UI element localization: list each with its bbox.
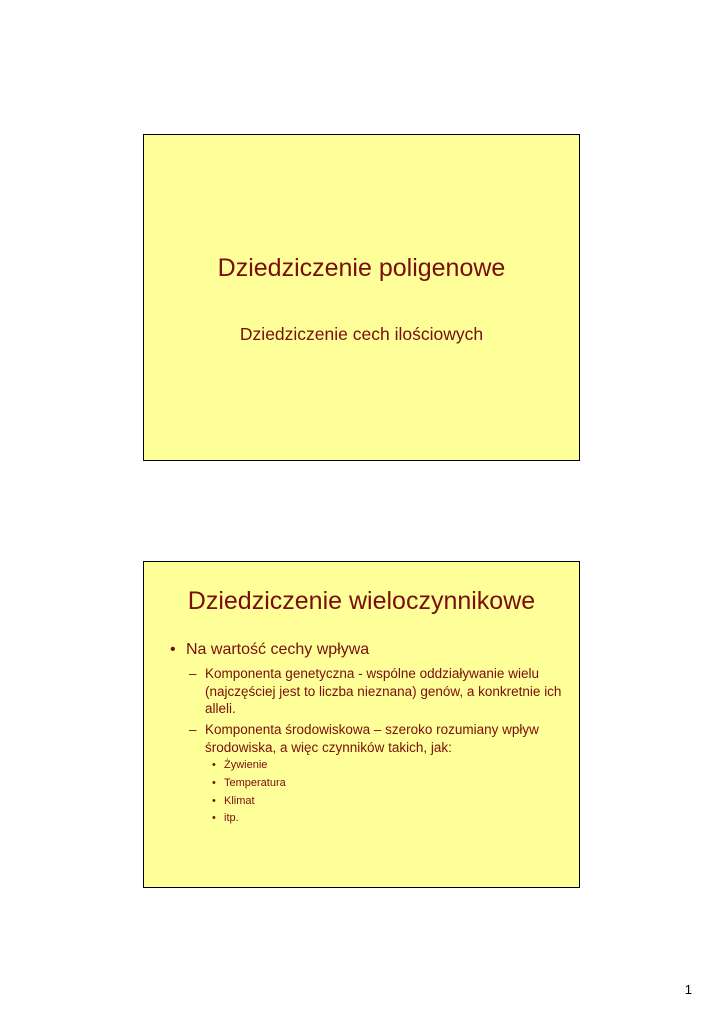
dash-marker: – (189, 722, 197, 737)
bullet-marker: • (170, 641, 176, 658)
subsub-bullet-text: Temperatura (224, 777, 286, 789)
sub-bullet-text: Komponenta środowiskowa – szeroko rozumiany wpływ środowiska, a więc czynników takich, jak: (205, 722, 539, 755)
slide-subtitle: Dziedziczenie cech ilościowych (239, 324, 484, 344)
subsub-bullet-item (212, 796, 255, 807)
sub-bullet-item (189, 721, 564, 756)
bullet-marker: • (212, 759, 216, 771)
slide-title: Dziedziczenie poligenowe (217, 254, 506, 282)
bullet-text: Na wartość cechy wpływa (186, 641, 370, 658)
subsub-bullet-text: Żywienie (224, 759, 268, 771)
page-number: 1 (684, 982, 692, 997)
sub-bullet-item (189, 665, 564, 718)
subsub-bullet-item (212, 760, 267, 771)
subsub-bullet-text: Klimat (224, 795, 255, 807)
bullet-marker: • (212, 812, 216, 824)
slide-title: Dziedziczenie wieloczynnikowe (187, 587, 536, 615)
subsub-bullet-item (212, 813, 239, 824)
subsub-bullet-text: itp. (224, 812, 239, 824)
bullet-marker: • (212, 795, 216, 807)
slide-1 (143, 134, 580, 461)
subsub-bullet-item (212, 778, 286, 789)
dash-marker: – (189, 666, 197, 681)
slide-2 (143, 561, 580, 888)
bullet-item (170, 642, 369, 658)
bullet-marker: • (212, 777, 216, 789)
sub-bullet-text: Komponenta genetyczna - wspólne oddziaływanie wielu (najczęściej jest to liczba nieznana) genów, a konkretnie ich alleli. (205, 666, 562, 716)
